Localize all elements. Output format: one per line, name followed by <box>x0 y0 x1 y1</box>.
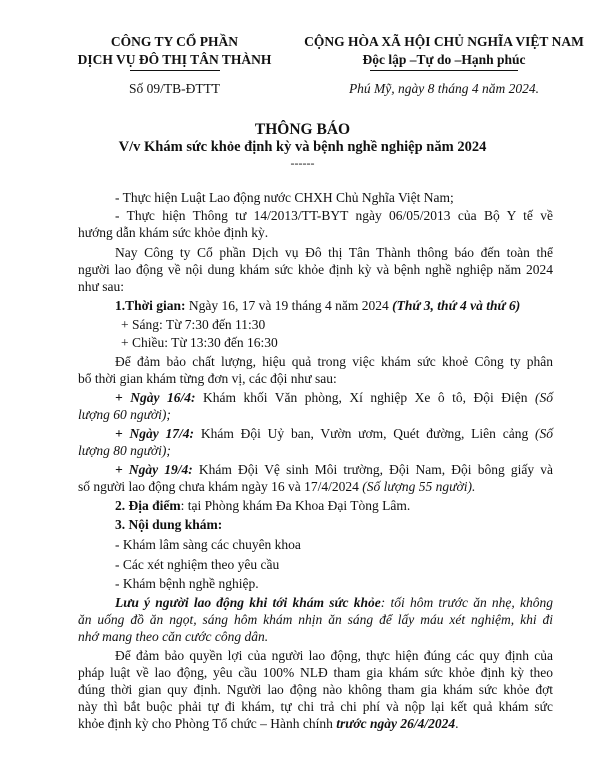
quality-line-a: Để đảm bảo chất lượng, hiệu quả trong việc khám sức khoẻ Công ty phân <box>115 354 553 369</box>
company-name-line1: CÔNG TY CỔ PHẦN <box>110 34 239 49</box>
place-date: Phú Mỹ, ngày 8 tháng 4 năm 2024. <box>348 81 540 96</box>
motto-underline <box>370 70 518 71</box>
time-value: Ngày 16, 17 và 19 tháng 4 năm 2024 <box>185 298 393 313</box>
final-text-e: khỏe định kỳ cho Phòng Tổ chức – Hành chính <box>78 716 337 731</box>
quality-line-b: bổ thời gian khám từng đơn vị, các đội như sau: <box>78 371 337 386</box>
day3-line-b <box>78 478 475 495</box>
final-line-b: pháp luật về lao động, yêu cầu 100% NLĐ tham gia khám sức khỏe định kỳ theo <box>78 665 553 680</box>
day2-line-a <box>115 425 553 442</box>
afternoon-schedule: + Chiều: Từ 13:30 đến 16:30 <box>121 335 278 350</box>
day3-qty: (Số lượng 55 người). <box>362 479 476 494</box>
day3-text-b: số người lao động chưa khám ngày 16 và 17/4/2024 <box>78 479 363 494</box>
content-label: 3. Nội dung khám: <box>115 517 223 532</box>
place-value: : tại Phòng khám Đa Khoa Đại Tòng Lâm. <box>180 498 411 513</box>
day3-line-a <box>115 461 553 478</box>
final-deadline: trước ngày 26/4/2024 <box>336 716 456 731</box>
time-section <box>115 297 520 314</box>
day1-qty-b: lượng 60 người); <box>78 407 171 422</box>
nation-title: CỘNG HÒA XÃ HỘI CHỦ NGHĨA VIỆT NAM <box>304 34 584 49</box>
basis-line-1: - Thực hiện Luật Lao động nước CHXH Chủ Nghĩa Việt Nam; <box>115 190 454 205</box>
content-item-2: - Các xét nghiệm theo yêu cầu <box>115 557 280 572</box>
day2-qty-b: lượng 80 người); <box>78 443 171 458</box>
content-item-3: - Khám bệnh nghề nghiệp. <box>115 576 259 591</box>
document-number: Số 09/TB-ĐTTT <box>128 81 221 96</box>
day3-label: + Ngày 19/4: <box>115 462 193 477</box>
day2-text: Khám Đội Uỷ ban, Vườn ươm, Quét đường, Liên cảng <box>194 426 535 441</box>
company-name-line2: DỊCH VỤ ĐÔ THỊ TÂN THÀNH <box>77 52 272 67</box>
basis-line-2b: hướng dẫn khám sức khỏe định kỳ. <box>78 225 269 240</box>
note-text-a: : tối hôm trước ăn nhẹ, không <box>380 595 553 610</box>
final-line-c: đúng thời gian quy định. Người lao động nào không tham gia khám sức khỏe đợt <box>78 682 553 697</box>
company-underline <box>130 70 220 71</box>
day3-text: Khám Đội Vệ sinh Môi trường, Đội Nam, Đội bông giấy và <box>192 462 553 477</box>
basis-line-2a: - Thực hiện Thông tư 14/2013/TT-BYT ngày 06/05/2013 của Bộ Y tế về <box>115 208 553 223</box>
intro-line-b: người lao động về nội dung khám sức khỏe định kỳ và bệnh nghề nghiệp năm 2024 <box>78 262 553 277</box>
content-item-1: - Khám lâm sàng các chuyên khoa <box>115 537 301 552</box>
intro-line-a: Nay Công ty Cổ phần Dịch vụ Đô thị Tân Thành thông báo đến toàn thể <box>115 245 553 260</box>
place-section <box>115 497 410 514</box>
day1-label: + Ngày 16/4: <box>115 390 196 405</box>
intro-line-c: như sau: <box>78 279 124 294</box>
day1-qty-a: (Số <box>535 390 554 405</box>
note-line-c: nhớ mang theo căn cước công dân. <box>78 629 269 644</box>
document-subject: V/v Khám sức khỏe định kỳ và bệnh nghề nghiệp năm 2024 <box>118 139 487 155</box>
day1-line-a <box>115 389 553 406</box>
document-title: THÔNG BÁO <box>254 121 351 138</box>
time-days: (Thứ 3, thứ 4 và thứ 6) <box>392 298 521 313</box>
final-line-d: này thì bắt buộc phải tự đi khám, tự chi trả chi phí và nộp lại kết quả khám sức <box>78 699 553 714</box>
title-separator: ------ <box>290 156 315 170</box>
day2-qty-a: (Số <box>535 426 553 441</box>
day2-label: + Ngày 17/4: <box>115 426 195 441</box>
final-line-a: Để đảm bảo quyền lợi của người lao động, thực hiện đúng các quy định của <box>115 648 553 663</box>
note-label: Lưu ý người lao động khi tới khám sức khỏe <box>115 595 381 610</box>
nation-motto: Độc lập –Tự do –Hạnh phúc <box>362 52 526 67</box>
day1-text: Khám khối Văn phòng, Xí nghiệp Xe ô tô, Đội Điện <box>195 390 536 405</box>
note-line-a <box>115 594 553 611</box>
place-label: 2. Địa điểm <box>115 498 181 513</box>
final-line-e <box>78 715 459 732</box>
morning-schedule: + Sáng: Từ 7:30 đến 11:30 <box>121 317 266 332</box>
note-line-b: ăn uống đồ ăn ngọt, sáng hôm khám nhịn ăn sáng để lấy máu xét nghiệm, khi đi <box>78 612 553 627</box>
time-label: 1.Thời gian: <box>115 298 186 313</box>
final-end: . <box>455 716 459 731</box>
